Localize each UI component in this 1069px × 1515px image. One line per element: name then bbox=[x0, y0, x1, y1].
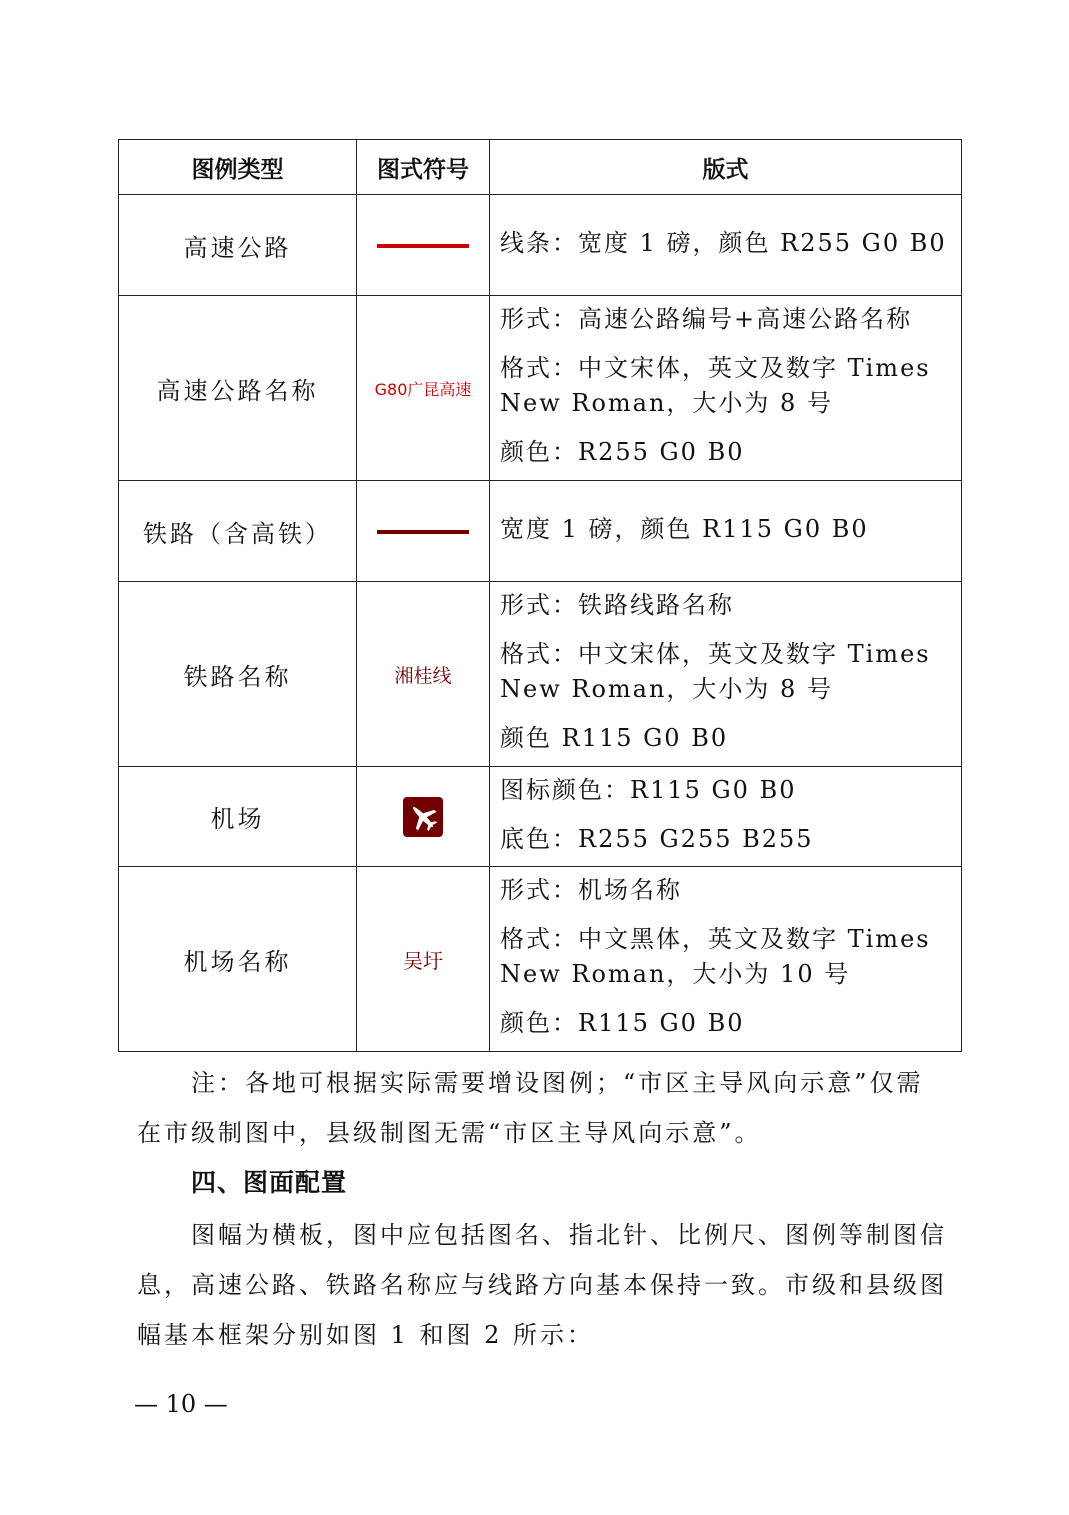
symbol-cell bbox=[357, 767, 490, 867]
legend-type-cell: 高速公路名称 bbox=[119, 296, 357, 481]
table-row bbox=[119, 296, 962, 481]
table-row bbox=[119, 481, 962, 582]
body-paragraph: 图幅为横板，图中应包括图名、指北针、比例尺、图例等制图信息，高速公路、铁路名称应与线路方向基本保持一致。市级和县级图幅基本框架分别如图 1 和图 2 所示： bbox=[137, 1221, 947, 1349]
format-line: 颜色：R255 G0 B0 bbox=[500, 438, 745, 466]
symbol-cell bbox=[357, 582, 490, 767]
page-number: — 10 — bbox=[134, 1390, 228, 1418]
table-row bbox=[119, 195, 962, 296]
legend-type-cell: 铁路（含高铁） bbox=[119, 481, 357, 582]
format-line: 形式：机场名称 bbox=[500, 876, 682, 904]
format-cell bbox=[490, 481, 962, 582]
table-row bbox=[119, 582, 962, 767]
format-cell bbox=[490, 195, 962, 296]
header-legend-type: 图例类型 bbox=[119, 140, 357, 195]
format-line: 图标颜色：R115 G0 B0 bbox=[500, 775, 797, 804]
header-format: 版式 bbox=[490, 140, 962, 195]
railway-line-symbol bbox=[377, 530, 469, 534]
format-cell bbox=[490, 867, 962, 1052]
section-heading: 四、图面配置 bbox=[191, 1168, 348, 1197]
legend-type-cell: 铁路名称 bbox=[119, 582, 357, 767]
legend-type-cell: 机场名称 bbox=[119, 867, 357, 1052]
symbol-cell bbox=[357, 195, 490, 296]
highway-name-symbol: G80广昆高速 bbox=[374, 379, 472, 399]
table-row bbox=[119, 767, 962, 867]
legend-table bbox=[118, 139, 962, 1052]
railway-name-symbol: 湘桂线 bbox=[394, 664, 452, 687]
format-line: 格式：中文宋体，英文及数字 Times New Roman，大小为 8 号 bbox=[500, 640, 931, 703]
airplane-icon bbox=[403, 797, 443, 837]
format-line: 底色：R255 G255 B255 bbox=[500, 824, 814, 853]
format-cell bbox=[490, 582, 962, 767]
format-line: 宽度 1 磅，颜色 R115 G0 B0 bbox=[500, 514, 869, 543]
header-symbol: 图式符号 bbox=[357, 140, 490, 195]
symbol-cell bbox=[357, 867, 490, 1052]
highway-line-symbol bbox=[377, 244, 469, 248]
format-cell bbox=[490, 767, 962, 867]
format-line: 线条：宽度 1 磅，颜色 R255 G0 B0 bbox=[500, 228, 947, 257]
legend-type-cell: 机场 bbox=[119, 767, 357, 867]
table-header-row bbox=[119, 140, 962, 195]
format-line: 格式：中文宋体，英文及数字 Times New Roman，大小为 8 号 bbox=[500, 354, 931, 417]
table-row bbox=[119, 867, 962, 1052]
format-line: 形式：铁路线路名称 bbox=[500, 591, 734, 619]
format-line: 颜色 R115 G0 B0 bbox=[500, 724, 729, 752]
format-line: 颜色：R115 G0 B0 bbox=[500, 1009, 745, 1037]
symbol-cell bbox=[357, 296, 490, 481]
format-cell bbox=[490, 296, 962, 481]
airport-name-symbol: 吴圩 bbox=[403, 948, 443, 973]
legend-type-cell: 高速公路 bbox=[119, 195, 357, 296]
format-line: 格式：中文黑体，英文及数字 Times New Roman，大小为 10 号 bbox=[500, 925, 931, 988]
table-note: 注：各地可根据实际需要增设图例；“市区主导风向示意”仅需在市级制图中，县级制图无需“市区主导风向示意”。 bbox=[137, 1069, 924, 1147]
format-line: 形式：高速公路编号+高速公路名称 bbox=[500, 305, 913, 333]
symbol-cell bbox=[357, 481, 490, 582]
